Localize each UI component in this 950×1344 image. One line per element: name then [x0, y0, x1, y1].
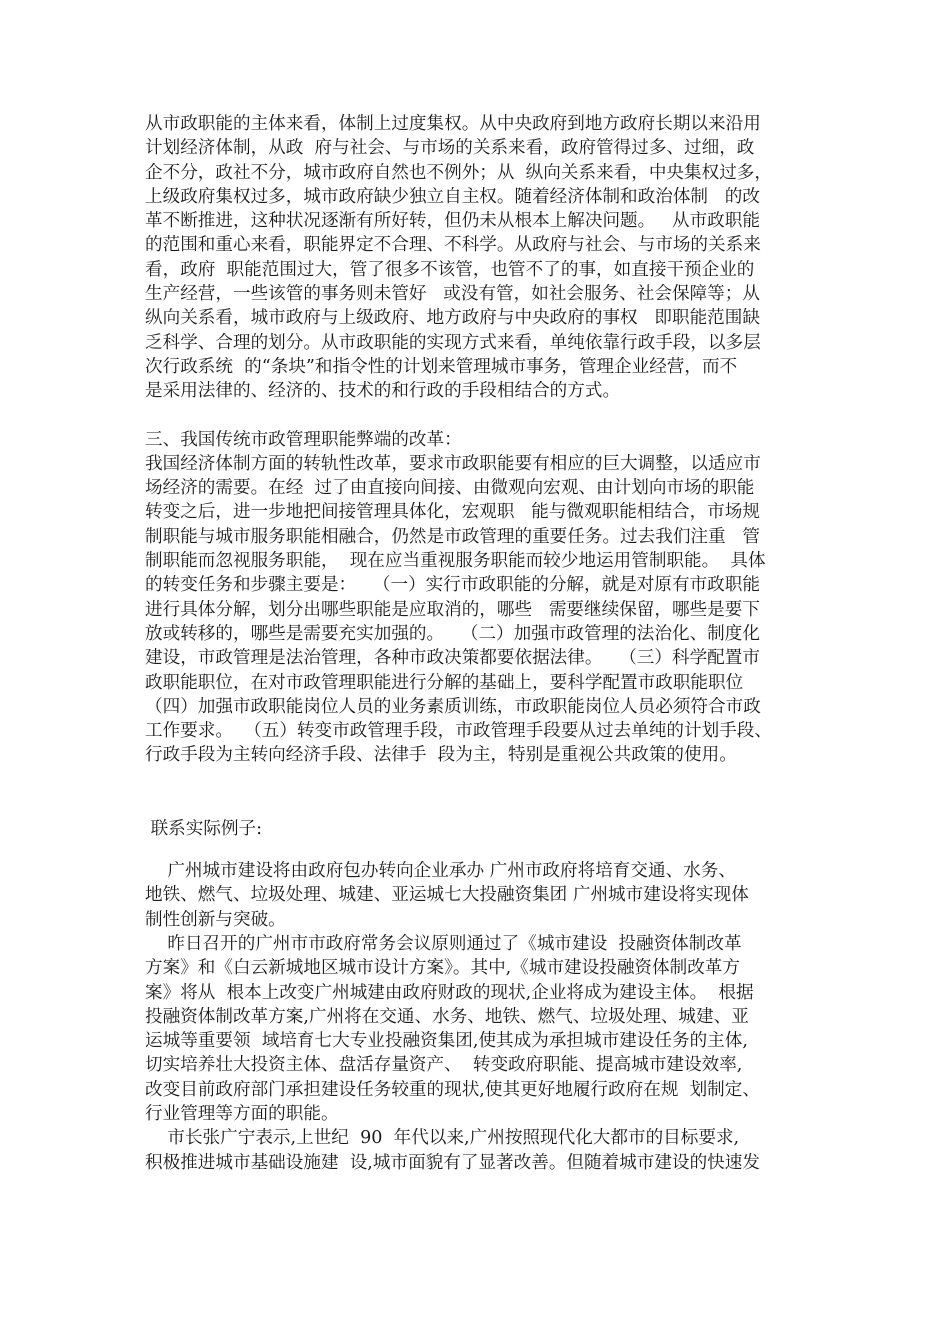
text-line: 行业管理等方面的职能。 [145, 1103, 339, 1124]
text-line: 广州城市建设将由政府包办转向企业承办 广州市政府将培育交通、水务、 [145, 861, 736, 882]
text-line: 计划经济体制，从政 府与社会、与市场的关系来看，政府管得过多、过细，政 [145, 138, 755, 159]
section-heading: 联系实际例子: [145, 818, 263, 839]
intro-paragraph [145, 112, 813, 404]
text-line: 革不断推进，这种状况逐渐有所好转，但仍未从根本上解决问题。 从市政职能 [145, 211, 760, 232]
text-line: 的转变任务和步骤主要是： （一）实行市政职能的分解，就是对原有市政职能 [145, 575, 760, 596]
text-line: 是采用法律的、经济的、技术的和行政的手段相结合的方式。 [145, 381, 621, 402]
text-line: 改变目前政府部门承担建设任务较重的现状,使其更好地履行政府在规 划制定、 [145, 1079, 760, 1100]
text-line: 案》将从 根本上改变广州城建由政府财政的现状,企业将成为建设主体。 根据 [145, 982, 754, 1003]
text-line: 昨日召开的广州市市政府常务会议原则通过了《城市建设 投融资体制改革 [145, 933, 742, 954]
text-line: （四）加强市政职能岗位人员的业务素质训练，市政职能岗位人员必须符合市政 [145, 696, 761, 717]
text-line: 方案》和《白云新城地区城市设计方案》。其中,《城市建设投融资体制改革方 [145, 958, 740, 979]
text-line: 看，政府 职能范围过大，管了很多不该管，也管不了的事，如直接干预企业的 [145, 259, 755, 280]
example-body [145, 859, 813, 1175]
text-line: 上级政府集权过多，城市政府缺少独立自主权。随着经济体制和政治体制 的改 [145, 186, 760, 207]
text-line: 制性创新与突破。 [145, 909, 286, 930]
text-line: 生产经营，一些该管的事务则未管好 或没有管，如社会服务、社会保障等；从 [145, 284, 760, 305]
text-line: 工作要求。 （五）转变市政管理手段，市政管理手段要从过去单纯的计划手段、 [145, 721, 772, 742]
text-line: 纵向关系看，城市政府与上级政府、地方政府与中央政府的事权 即职能范围缺 [145, 308, 760, 329]
document-page [145, 112, 813, 1175]
section-three [145, 428, 813, 768]
text-line: 运城等重要领 域培育七大专业投融资集团,使其成为承担城市建设任务的主体, [145, 1031, 748, 1052]
text-line: 制职能与城市服务职能相融合，仍然是市政管理的重要任务。过去我们注重 管 [145, 526, 760, 547]
text-line: 我国经济体制方面的转轨性改革，要求市政职能要有相应的巨大调整，以适应市 [145, 453, 761, 474]
text-line: 积极推进城市基础设施建 设,城市面貌有了显著改善。但随着城市建设的快速发 [145, 1152, 760, 1173]
text-line: 地铁、燃气、垃圾处理、城建、亚运城七大投融资集团 广州城市建设将实现体 [145, 885, 749, 906]
text-line: 投融资体制改革方案,广州将在交通、水务、地铁、燃气、垃圾处理、城建、亚 [145, 1006, 749, 1027]
text-line: 切实培养壮大投资主体、盘活存量资产、 转变政府职能、提高城市建设效率, [145, 1055, 743, 1076]
example-heading [145, 817, 813, 841]
text-line: 的范围和重心来看，职能界定不合理、不科学。从政府与社会、与市场的关系来 [145, 235, 761, 256]
text-line: 制职能而忽视服务职能， 现在应当重视服务职能而较少地运用管制职能。 具体 [145, 551, 766, 572]
text-line: 行政手段为主转向经济手段、法律手 段为主，特别是重视公共政策的使用。 [145, 745, 737, 766]
text-line: 场经济的需要。在经 过了由直接向间接、由微观向宏观、由计划向市场的职能 [145, 478, 755, 499]
text-line: 市长张广宁表示,上世纪 90 年代以来,广州按照现代化大都市的目标要求, [145, 1128, 740, 1149]
text-line: 建设，市政管理是法治管理，各种市政决策都要依据法律。 （三）科学配置市 [145, 648, 760, 669]
text-line: 政职能职位，在对市政管理职能进行分解的基础上，要科学配置市政职能职位 [145, 672, 744, 693]
text-line: 放或转移的，哪些是需要充实加强的。 （二）加强市政管理的法治化、制度化 [145, 623, 760, 644]
text-line: 进行具体分解，划分出哪些职能是应取消的，哪些 需要继续保留，哪些是要下 [145, 599, 760, 620]
text-line: 乏科学、合理的划分。从市政职能的实现方式来看，单纯依靠行政手段，以多层 [145, 332, 761, 353]
text-line: 次行政系统 的“条块”和指令性的计划来管理城市事务，管理企业经营，而不 [145, 356, 738, 377]
text-line: 转变之后，进一步地把间接管理具体化，宏观职 能与微观职能相结合，市场规 [145, 502, 760, 523]
text-line: 企不分，政社不分，城市政府自然也不例外；从 纵向关系来看，中央集权过多， [145, 162, 772, 183]
section-heading: 三、我国传统市政管理职能弊端的改革： [145, 429, 462, 450]
text-line: 从市政职能的主体来看，体制上过度集权。从中央政府到地方政府长期以来沿用 [145, 114, 761, 134]
